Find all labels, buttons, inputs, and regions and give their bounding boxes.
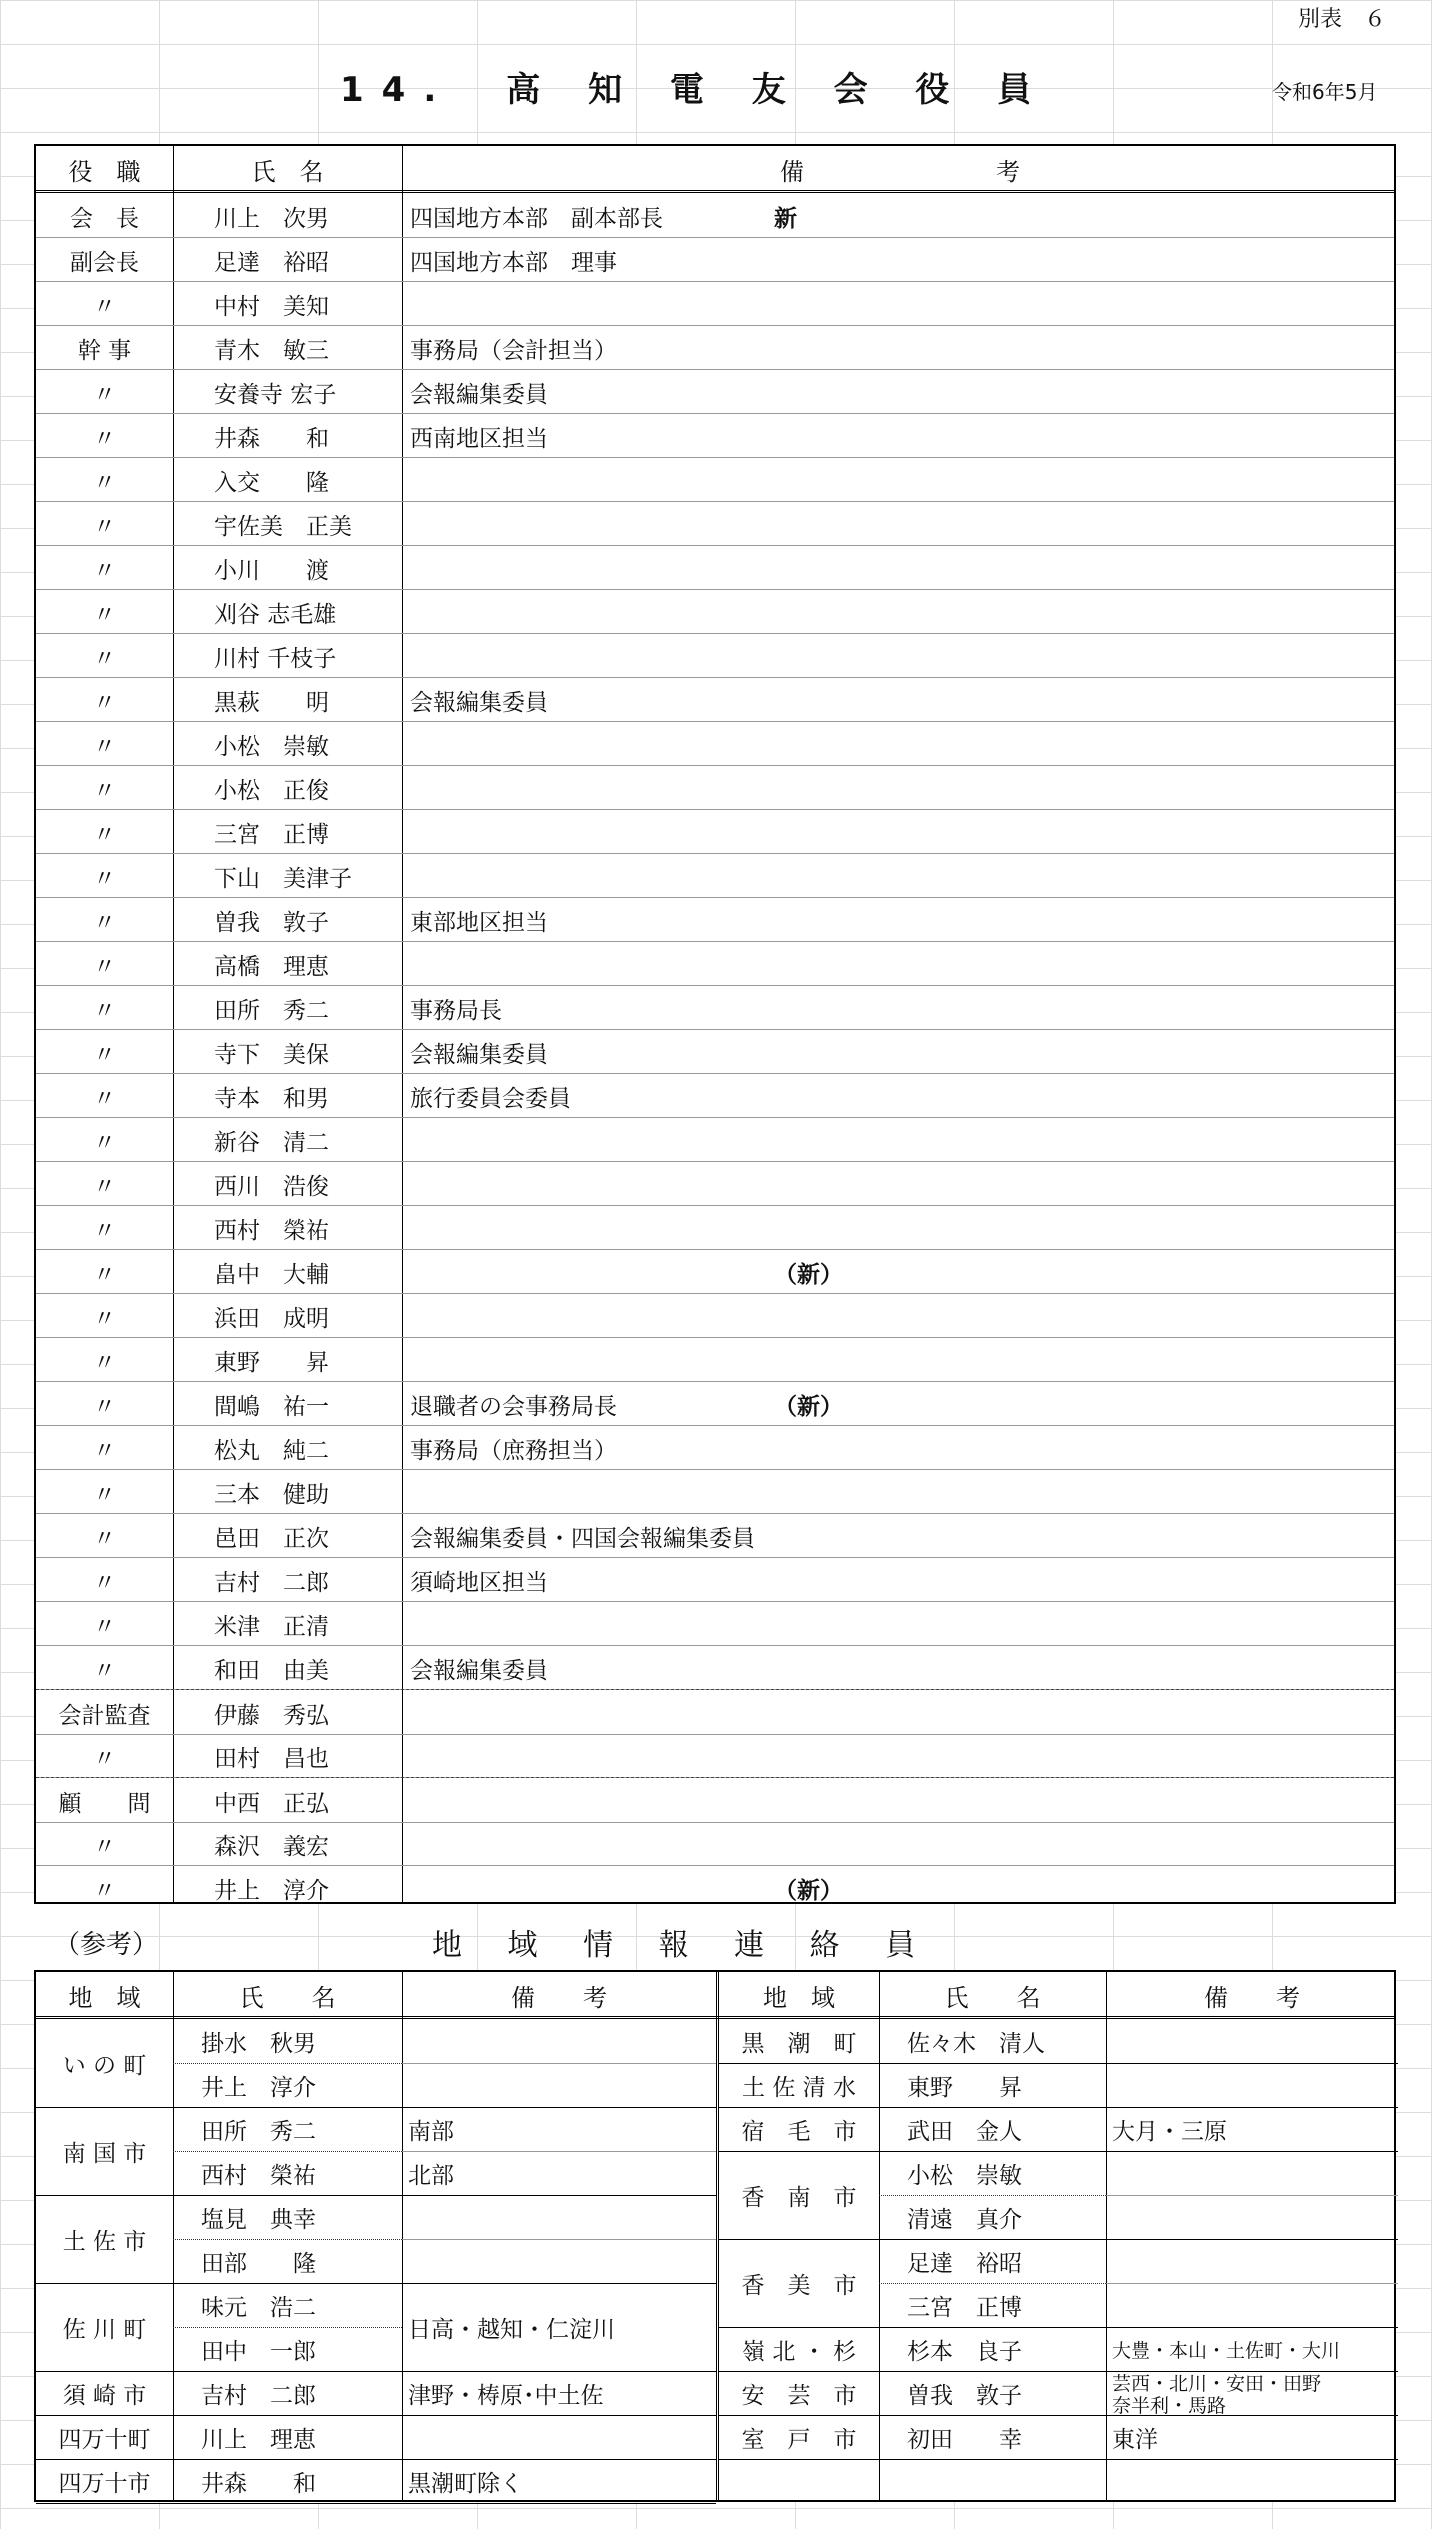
row-divider (1106, 2195, 1398, 2196)
row-divider (1106, 2283, 1398, 2284)
liaison-name: 佐々木 清人 (907, 2030, 1045, 2057)
liaison-name: 武田 金人 (907, 2118, 1022, 2145)
reference-label: （参考） (54, 1930, 159, 1960)
officer-row (36, 1425, 1394, 1470)
page-title: 14. 高 知 電 友 会 役 員 (340, 70, 1050, 110)
header-remarks: 備 考 (780, 158, 1020, 186)
liaison-name: 田所 秀二 (201, 2118, 316, 2145)
officer-row (36, 1821, 1394, 1866)
officer-position: 〃 (93, 514, 116, 540)
officer-name: 田所 秀二 (214, 998, 329, 1024)
officer-row (36, 633, 1394, 678)
date-label: 令和6年5月 (1272, 80, 1378, 104)
sheet-label: 別表 ６ (1298, 7, 1387, 32)
officer-position: 〃 (93, 910, 116, 936)
officer-position: 〃 (93, 1570, 116, 1596)
officer-name: 東野 昇 (214, 1350, 329, 1376)
officer-position: 〃 (93, 382, 116, 408)
liaison-remarks: 南部 (408, 2118, 454, 2145)
officer-position: 〃 (93, 690, 116, 716)
liaison-title: 地 域 情 報 連 絡 員 (432, 1928, 934, 1963)
liaison-name: 小松 崇敏 (907, 2162, 1022, 2189)
row-divider (402, 2239, 716, 2240)
officer-position: 〃 (93, 822, 116, 848)
officer-remarks: 西南地区担当 (410, 426, 548, 452)
officer-name: 中村 美知 (214, 294, 329, 320)
officers-header (36, 146, 1394, 193)
officer-row (36, 1645, 1394, 1690)
officer-row (36, 941, 1394, 986)
officer-name: 青木 敏三 (214, 338, 329, 364)
region-cell: 須 崎 市 (62, 2382, 147, 2409)
officer-row (36, 853, 1394, 898)
officer-remarks: 退職者の会事務局長 (410, 1394, 617, 1420)
liaison-header (36, 1972, 1394, 2019)
officer-position: 〃 (93, 1746, 116, 1772)
officer-position: 〃 (93, 470, 116, 496)
officer-position: 〃 (93, 1526, 116, 1552)
officer-position: 〃 (93, 602, 116, 628)
officer-remarks: 事務局（会計担当） (410, 338, 617, 364)
officer-name: 吉村 二郎 (214, 1570, 329, 1596)
liaison-name: 田部 隆 (201, 2250, 316, 2277)
officer-name: 西村 榮祐 (214, 1218, 329, 1244)
officer-name: 川村 千枝子 (214, 646, 337, 672)
officer-name: 森沢 義宏 (214, 1834, 329, 1860)
officer-row (36, 677, 1394, 722)
column-divider (402, 1972, 403, 2500)
officers-table (34, 144, 1396, 1904)
officer-row (36, 1161, 1394, 1206)
liaison-name: 初田 幸 (907, 2426, 1022, 2453)
officer-row (36, 1293, 1394, 1338)
region-cell: 宿 毛 市 (741, 2118, 857, 2145)
officer-row (36, 501, 1394, 546)
officer-row (36, 1513, 1394, 1558)
row-divider (36, 2503, 716, 2504)
officer-name: 刈谷 志毛雄 (214, 602, 337, 628)
officer-name: 西川 浩俊 (214, 1174, 329, 1200)
officer-position: 〃 (93, 1130, 116, 1156)
liaison-name: 曽我 敦子 (907, 2382, 1022, 2409)
liaison-name: 井森 和 (201, 2470, 316, 2497)
officer-position: 副会長 (70, 250, 139, 276)
officer-name: 邑田 正次 (214, 1526, 329, 1552)
liaison-remarks: 芸西・北川・安田・田野 (1112, 2372, 1322, 2395)
officer-position: 会計監査 (58, 1703, 151, 1729)
region-cell: 南 国 市 (62, 2140, 147, 2167)
officer-name: 寺下 美保 (214, 1042, 329, 1068)
liaison-name: 足達 裕昭 (907, 2250, 1022, 2277)
officer-row (36, 765, 1394, 810)
row-divider (719, 2459, 1398, 2460)
officer-position: 〃 (93, 1218, 116, 1244)
officer-position: 〃 (93, 1174, 116, 1200)
officer-row (36, 1381, 1394, 1426)
officer-name: 安養寺 宏子 (214, 382, 337, 408)
officer-position: 〃 (93, 1306, 116, 1332)
officer-position: 〃 (93, 1878, 116, 1904)
officer-position: 〃 (93, 1262, 116, 1288)
officer-name: 浜田 成明 (214, 1306, 329, 1332)
header-name: 氏 名 (944, 1984, 1041, 2012)
officer-row (36, 985, 1394, 1030)
officer-remarks: 会報編集委員 (410, 1658, 548, 1684)
officer-remarks: 東部地区担当 (410, 910, 548, 936)
row-divider (402, 2063, 716, 2064)
officer-remarks: 事務局長 (410, 998, 502, 1024)
officer-name: 松丸 純二 (214, 1438, 329, 1464)
officer-row (36, 589, 1394, 634)
officer-name: 宇佐美 正美 (214, 514, 352, 540)
officer-row (36, 457, 1394, 502)
liaison-remarks: 大豊・本山・土佐町・大川 (1112, 2339, 1341, 2362)
region-cell: 黒 潮 町 (741, 2030, 857, 2057)
officer-row (36, 721, 1394, 766)
officer-name: 足達 裕昭 (214, 250, 329, 276)
officer-name: 三本 健助 (214, 1482, 329, 1508)
liaison-remarks: 奈半利・馬路 (1112, 2394, 1227, 2417)
officer-row (36, 1689, 1394, 1735)
new-mark: 新 (774, 206, 797, 232)
region-cell: 四万十市 (58, 2470, 151, 2497)
officer-position: 〃 (93, 1394, 116, 1420)
officer-name: 高橋 理恵 (214, 954, 329, 980)
region-cell: 土 佐 市 (62, 2228, 147, 2255)
liaison-name: 杉本 良子 (907, 2338, 1022, 2365)
officer-row (36, 1865, 1394, 1909)
officer-row (36, 1469, 1394, 1514)
new-mark: （新） (774, 1878, 843, 1904)
header-region: 地 域 (68, 1984, 141, 2012)
officer-name: 田村 昌也 (214, 1746, 329, 1772)
officer-remarks: 四国地方本部 理事 (410, 250, 617, 276)
region-cell: 土 佐 清 水 (742, 2074, 856, 2101)
officer-remarks: 事務局（庶務担当） (410, 1438, 617, 1464)
officer-position: 〃 (93, 1834, 116, 1860)
officer-position: 〃 (93, 294, 116, 320)
officer-position: 〃 (93, 1350, 116, 1376)
liaison-name: 清遠 真介 (907, 2206, 1022, 2233)
officer-position: 幹 事 (77, 338, 132, 364)
liaison-remarks: 北部 (408, 2162, 454, 2189)
officer-position: 〃 (93, 1658, 116, 1684)
officer-row (36, 1557, 1394, 1602)
header-name: 氏 名 (251, 158, 324, 186)
officer-position: 〃 (93, 558, 116, 584)
liaison-name: 味元 浩二 (201, 2294, 316, 2321)
liaison-name: 東野 昇 (907, 2074, 1022, 2101)
officer-name: 中西 正弘 (214, 1791, 329, 1817)
officer-remarks: 旅行委員会委員 (410, 1086, 571, 1112)
officer-name: 三宮 正博 (214, 822, 329, 848)
liaison-name: 川上 理恵 (201, 2426, 316, 2453)
liaison-name: 三宮 正博 (907, 2294, 1022, 2321)
liaison-name: 西村 榮祐 (201, 2162, 316, 2189)
officer-name: 伊藤 秀弘 (214, 1703, 329, 1729)
liaison-name: 塩見 典幸 (201, 2206, 316, 2233)
officer-row (36, 1073, 1394, 1118)
liaison-name: 田中 一郎 (201, 2338, 316, 2365)
officer-row (36, 809, 1394, 854)
officer-row (36, 1205, 1394, 1250)
officer-remarks: 四国地方本部 副本部長 (410, 206, 663, 232)
officer-name: 井上 淳介 (214, 1878, 329, 1904)
officer-name: 小松 崇敏 (214, 734, 329, 760)
officer-row (36, 1733, 1394, 1778)
liaison-table (34, 1970, 1396, 2502)
liaison-remarks: 黒潮町除く (408, 2470, 523, 2497)
officer-name: 米津 正清 (214, 1614, 329, 1640)
officer-name: 畠中 大輔 (214, 1262, 329, 1288)
officer-row (36, 1601, 1394, 1646)
officer-position: 顧 問 (58, 1791, 151, 1817)
officer-row (36, 325, 1394, 370)
officer-position: 〃 (93, 1614, 116, 1640)
officer-position: 〃 (93, 426, 116, 452)
new-mark: （新） (774, 1262, 843, 1288)
officer-row (36, 545, 1394, 590)
header-remarks: 備 考 (511, 1984, 607, 2012)
liaison-name: 掛水 秋男 (201, 2030, 316, 2057)
officer-row (36, 193, 1394, 238)
liaison-name: 吉村 二郎 (201, 2382, 316, 2409)
column-divider (879, 1972, 880, 2500)
header-position: 役 職 (68, 158, 141, 186)
region-cell: 嶺 北 ・ 杉 (742, 2338, 856, 2365)
region-cell: い の 町 (62, 2052, 147, 2079)
region-cell: 四万十町 (58, 2426, 151, 2453)
new-mark: （新） (774, 1394, 843, 1420)
region-cell: 香 美 市 (741, 2272, 857, 2299)
officer-name: 入交 隆 (214, 470, 329, 496)
officer-position: 〃 (93, 998, 116, 1024)
officer-row (36, 413, 1394, 458)
officer-row (36, 1029, 1394, 1074)
officer-name: 小松 正俊 (214, 778, 329, 804)
officer-position: 〃 (93, 866, 116, 892)
officer-position: 〃 (93, 1438, 116, 1464)
officer-name: 曽我 敦子 (214, 910, 329, 936)
officer-name: 寺本 和男 (214, 1086, 329, 1112)
column-divider (173, 1972, 174, 2500)
region-cell: 安 芸 市 (741, 2382, 857, 2409)
officer-remarks: 会報編集委員 (410, 1042, 548, 1068)
officer-name: 黒萩 明 (214, 690, 329, 716)
officer-row (36, 897, 1394, 942)
officer-name: 和田 由美 (214, 1658, 329, 1684)
header-remarks: 備 考 (1204, 1984, 1300, 2012)
officer-position: 〃 (93, 1482, 116, 1508)
officer-row (36, 1337, 1394, 1382)
officer-remarks: 会報編集委員 (410, 690, 548, 716)
officer-remarks: 須崎地区担当 (410, 1570, 548, 1596)
officer-position: 〃 (93, 778, 116, 804)
officer-position: 会 長 (70, 206, 139, 232)
officer-position: 〃 (93, 1042, 116, 1068)
officer-row (36, 237, 1394, 282)
officer-row (36, 1777, 1394, 1823)
officer-row (36, 369, 1394, 414)
officer-row (36, 1117, 1394, 1162)
column-divider (1106, 1972, 1107, 2500)
header-name: 氏 名 (239, 1984, 336, 2012)
header-region: 地 域 (763, 1984, 835, 2012)
liaison-remarks: 日高・越知・仁淀川 (408, 2316, 615, 2343)
officer-position: 〃 (93, 1086, 116, 1112)
officer-name: 小川 渡 (214, 558, 329, 584)
officer-name: 下山 美津子 (214, 866, 352, 892)
region-cell: 香 南 市 (741, 2184, 857, 2211)
officer-position: 〃 (93, 954, 116, 980)
officer-name: 川上 次男 (214, 206, 329, 232)
region-cell: 室 戸 市 (741, 2426, 857, 2453)
region-cell: 佐 川 町 (62, 2316, 147, 2343)
officer-row (36, 1249, 1394, 1294)
liaison-name: 井上 淳介 (201, 2074, 316, 2101)
liaison-remarks: 津野・梼原･中土佐 (408, 2382, 604, 2409)
officer-position: 〃 (93, 646, 116, 672)
officer-name: 新谷 清二 (214, 1130, 329, 1156)
liaison-remarks: 東洋 (1112, 2426, 1158, 2453)
officer-remarks: 会報編集委員・四国会報編集委員 (410, 1526, 755, 1552)
officer-row (36, 281, 1394, 326)
officer-position: 〃 (93, 734, 116, 760)
liaison-remarks: 大月・三原 (1112, 2118, 1227, 2145)
officer-name: 間嶋 祐一 (214, 1394, 329, 1420)
officer-name: 井森 和 (214, 426, 329, 452)
officer-remarks: 会報編集委員 (410, 382, 548, 408)
